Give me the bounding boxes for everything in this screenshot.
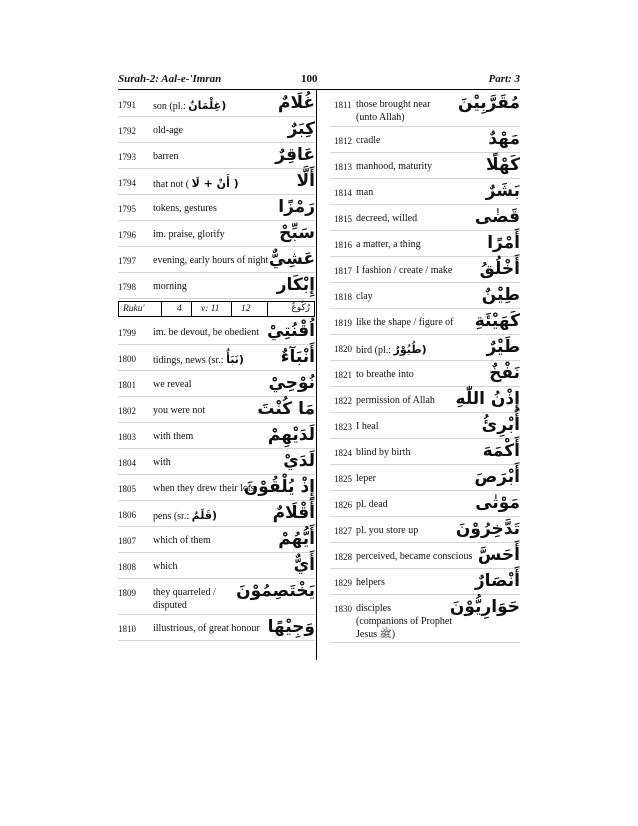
arabic-word: أَنْصَارٌ (474, 571, 520, 591)
english-meaning: bird (pl.: (356, 345, 391, 356)
english-meaning: perceived, became conscious (356, 551, 473, 562)
vocab-entry (118, 195, 315, 221)
arabic-word: رَمْزًا (278, 197, 315, 217)
vocab-entry (118, 117, 315, 143)
page-header (118, 73, 520, 89)
vocab-entry (118, 143, 315, 169)
entry-number: 1824 (334, 448, 352, 458)
english-meaning: we reveal (153, 379, 192, 390)
entry-number: 1817 (334, 266, 352, 276)
english-meaning-wrap (153, 99, 226, 112)
header-rule (118, 89, 520, 90)
english-meaning: with them (153, 431, 194, 442)
english-meaning: pl. dead (356, 499, 388, 510)
entry-number: 1813 (334, 162, 352, 172)
right-entries (330, 91, 520, 643)
vocab-entry (330, 543, 520, 569)
english-meaning: pens (sr.: (153, 511, 190, 522)
entry-number: 1804 (118, 458, 136, 468)
vocab-entry (330, 595, 520, 643)
english-meaning: tokens, gestures (153, 203, 217, 214)
vocab-entry (330, 309, 520, 335)
arabic-word: إِبْكَار (276, 275, 315, 295)
arabic-word: أَيُّهُمْ (278, 529, 315, 549)
column-divider (316, 90, 317, 660)
arabic-word: حَوَارِيُّوْنَ (449, 597, 520, 617)
arabic-word: طِيْنٌ (481, 285, 520, 305)
english-meaning: a matter, a thing (356, 239, 421, 250)
english-meaning: like the shape / figure of (356, 317, 454, 328)
english-meaning: morning (153, 281, 187, 292)
arabic-word: نُوْحِيْ (268, 373, 315, 393)
page-number: 100 (301, 73, 318, 85)
vocab-entry (118, 273, 315, 299)
arabic-word: مَوْتٰى (475, 493, 520, 513)
english-meaning-cont: (companions of Prophet (356, 616, 453, 627)
english-meaning: cradle (356, 135, 381, 146)
arabic-note: قَلَمٌ) (191, 509, 217, 522)
arabic-word: اُقْنُتِيْ (266, 321, 315, 341)
english-meaning: to breathe into (356, 369, 414, 380)
arabic-word: أَحَسَّ (477, 545, 520, 565)
english-meaning: helpers (356, 577, 385, 588)
vocab-entry (330, 283, 520, 309)
entry-number: 1819 (334, 318, 352, 328)
english-meaning-cont: Jesus ﷺ) (356, 629, 396, 640)
vocab-entry (330, 153, 520, 179)
part-label: Part: 3 (488, 73, 520, 85)
arabic-note: أَنْ + لَا ) (191, 177, 239, 190)
entry-number: 1798 (118, 282, 136, 292)
entry-number: 1792 (118, 126, 136, 136)
vocab-entry (118, 221, 315, 247)
vocab-entry (330, 361, 520, 387)
arabic-word: إِذْ يُلْقُوْنَ (243, 477, 315, 497)
english-meaning: which (153, 561, 178, 572)
entry-number: 1830 (334, 604, 352, 614)
entry-number: 1803 (118, 432, 136, 442)
entry-number: 1812 (334, 136, 352, 146)
arabic-word: سَبِّحْ (279, 223, 315, 243)
entry-number: 1826 (334, 500, 352, 510)
entry-number: 1823 (334, 422, 352, 432)
english-meaning: manhood, maturity (356, 161, 433, 172)
vocab-entry (118, 371, 315, 397)
arabic-word: كَهْلًا (485, 155, 520, 175)
vocab-entry (330, 257, 520, 283)
entry-number: 1800 (118, 354, 136, 364)
english-meaning: leper (356, 473, 376, 484)
english-meaning-wrap (356, 343, 427, 356)
ruku-separator (161, 302, 162, 316)
english-meaning: pl. you store up (356, 525, 419, 536)
entry-number: 1801 (118, 380, 136, 390)
english-meaning: man (356, 187, 374, 198)
arabic-note: طُيُوْرٌ) (393, 343, 427, 356)
vocab-entry (118, 501, 315, 527)
english-meaning: permission of Allah (356, 395, 435, 406)
vocab-entry (330, 179, 520, 205)
vocab-entry (330, 231, 520, 257)
entry-number: 1806 (118, 510, 136, 520)
arabic-word: أَمْرًا (487, 233, 520, 253)
arabic-word: لَدَيْهِمْ (267, 425, 315, 445)
english-meaning-wrap (153, 177, 239, 190)
vocab-entry (118, 449, 315, 475)
english-meaning: old-age (153, 125, 183, 136)
english-meaning: when they drew their lots (153, 483, 255, 494)
vocab-entry (118, 527, 315, 553)
entry-number: 1807 (118, 536, 136, 546)
english-meaning: which of them (153, 535, 211, 546)
entry-number: 1809 (118, 588, 136, 598)
english-meaning: evening, early hours of night (153, 255, 269, 266)
english-meaning: tidings, news (sr.: (153, 355, 224, 366)
english-meaning: disciples (356, 603, 391, 614)
left-entries-top (118, 91, 315, 299)
english-meaning: clay (356, 291, 373, 302)
vocab-entry (330, 517, 520, 543)
english-meaning: illustrious, of great honour (153, 623, 260, 634)
arabic-word: لَدَيْ (283, 451, 315, 471)
english-meaning: decreed, willed (356, 213, 418, 224)
ruku-bar (118, 301, 315, 317)
arabic-word: أَيٌّ (293, 555, 315, 575)
entry-number: 1808 (118, 562, 136, 572)
arabic-word: أَقْلَامٌ (272, 503, 315, 523)
english-meaning: I fashion / create / make (356, 265, 453, 276)
english-meaning: those brought near (356, 99, 431, 110)
entry-number: 1816 (334, 240, 352, 250)
vocab-entry (330, 413, 520, 439)
vocab-entry (118, 579, 315, 615)
entry-number: 1829 (334, 578, 352, 588)
entry-number: 1796 (118, 230, 136, 240)
arabic-word: مَا كُنْتَ (257, 399, 315, 419)
entry-number: 1818 (334, 292, 352, 302)
vocab-entry (330, 127, 520, 153)
vocab-entry (330, 335, 520, 361)
entry-number: 1793 (118, 152, 136, 162)
surah-title: Surah-2: Aal-e-'Imran (118, 73, 222, 85)
entry-number: 1821 (334, 370, 352, 380)
ruku-number: 4 (177, 304, 182, 314)
entry-number: 1827 (334, 526, 352, 536)
arabic-word: أَنْبَآءٌ (280, 347, 315, 367)
vocab-entry (330, 491, 520, 517)
arabic-word: عَاقِرٌ (275, 145, 315, 165)
vocab-entry (330, 387, 520, 413)
arabic-note: نَبَأٌ) (226, 353, 244, 366)
vocab-entry (330, 205, 520, 231)
entry-number: 1805 (118, 484, 136, 494)
vocab-entry (118, 345, 315, 371)
vocab-entry (118, 475, 315, 501)
english-meaning: with (153, 457, 171, 468)
english-meaning: son (pl.: (153, 101, 186, 112)
entry-number: 1794 (118, 178, 136, 188)
entry-number: 1799 (118, 328, 136, 338)
vocab-entry (330, 439, 520, 465)
arabic-word: وَجِيْهًا (267, 617, 315, 637)
arabic-word: طَيْرٌ (486, 337, 520, 357)
vocab-entry (118, 615, 315, 641)
arabic-word: غُلَامٌ (278, 93, 315, 113)
right-column (330, 91, 520, 643)
entry-number: 1825 (334, 474, 352, 484)
entry-number: 1791 (118, 100, 136, 110)
entry-number: 1795 (118, 204, 136, 214)
arabic-word: مُقَرَّبِيْنَ (458, 93, 520, 113)
arabic-word: أَلَّا (296, 171, 315, 191)
vocab-entry (118, 319, 315, 345)
english-meaning: you were not (153, 405, 206, 416)
ruku-separator (191, 302, 192, 316)
vocab-entry (118, 397, 315, 423)
arabic-word: بَشَرٌ (485, 181, 520, 201)
vocab-entry (330, 569, 520, 595)
english-meaning-wrap (153, 353, 244, 366)
entry-number: 1820 (334, 344, 352, 354)
vocab-entry (330, 91, 520, 127)
arabic-word: أَبْرَصَ (474, 467, 520, 487)
entry-number: 1810 (118, 624, 136, 634)
arabic-word: يَخْتَصِمُوْنَ (236, 581, 315, 601)
entry-number: 1802 (118, 406, 136, 416)
arabic-word: كَهَيْئَةِ (474, 311, 520, 331)
ruku-separator (267, 302, 268, 316)
ruku-separator (231, 302, 232, 316)
arabic-word: تَدَّخِرُوْنَ (455, 519, 520, 539)
ruku-verse: v: 11 (201, 304, 220, 314)
arabic-word: عَشِيٌّ (268, 249, 315, 269)
ruku-label: Ruku' (123, 304, 145, 314)
entry-number: 1815 (334, 214, 352, 224)
arabic-note: غِلْمَانٌ) (188, 99, 227, 112)
vocab-entry (118, 553, 315, 579)
ruku-arabic: رُكُوعٌ (291, 303, 310, 313)
english-meaning-wrap (153, 509, 217, 522)
ruku-count: 12 (241, 304, 251, 314)
english-meaning: that not ( (153, 179, 190, 190)
vocab-entry (118, 247, 315, 273)
english-meaning: blind by birth (356, 447, 411, 458)
arabic-word: كِبَرٌ (287, 119, 315, 139)
arabic-word: أَكْمَهَ (482, 441, 520, 461)
english-meaning: I heal (356, 421, 379, 432)
english-meaning: im. be devout, be obedient (153, 327, 260, 338)
english-meaning: they quarreled / (153, 587, 216, 598)
english-meaning: im. praise, glorify (153, 229, 225, 240)
vocab-entry (118, 169, 315, 195)
arabic-word: قَضٰى (474, 207, 520, 227)
vocab-entry (330, 465, 520, 491)
english-meaning-cont: (unto Allah) (356, 112, 405, 123)
entry-number: 1811 (334, 100, 352, 110)
arabic-word: مَهْدٌ (488, 129, 520, 149)
vocab-entry (118, 423, 315, 449)
english-meaning: barren (153, 151, 179, 162)
arabic-word: نَفْخٌ (489, 363, 520, 383)
left-entries-bottom (118, 319, 315, 641)
left-column (118, 91, 315, 641)
arabic-word: أَخْلُقُ (479, 259, 520, 279)
english-meaning-cont: disputed (153, 600, 187, 611)
vocab-entry (118, 91, 315, 117)
entry-number: 1814 (334, 188, 352, 198)
arabic-word: أُبْرِئُ (481, 415, 520, 435)
entry-number: 1828 (334, 552, 352, 562)
entry-number: 1822 (334, 396, 352, 406)
arabic-word: إِذْنُ اللّٰهِ (455, 389, 520, 409)
entry-number: 1797 (118, 256, 136, 266)
